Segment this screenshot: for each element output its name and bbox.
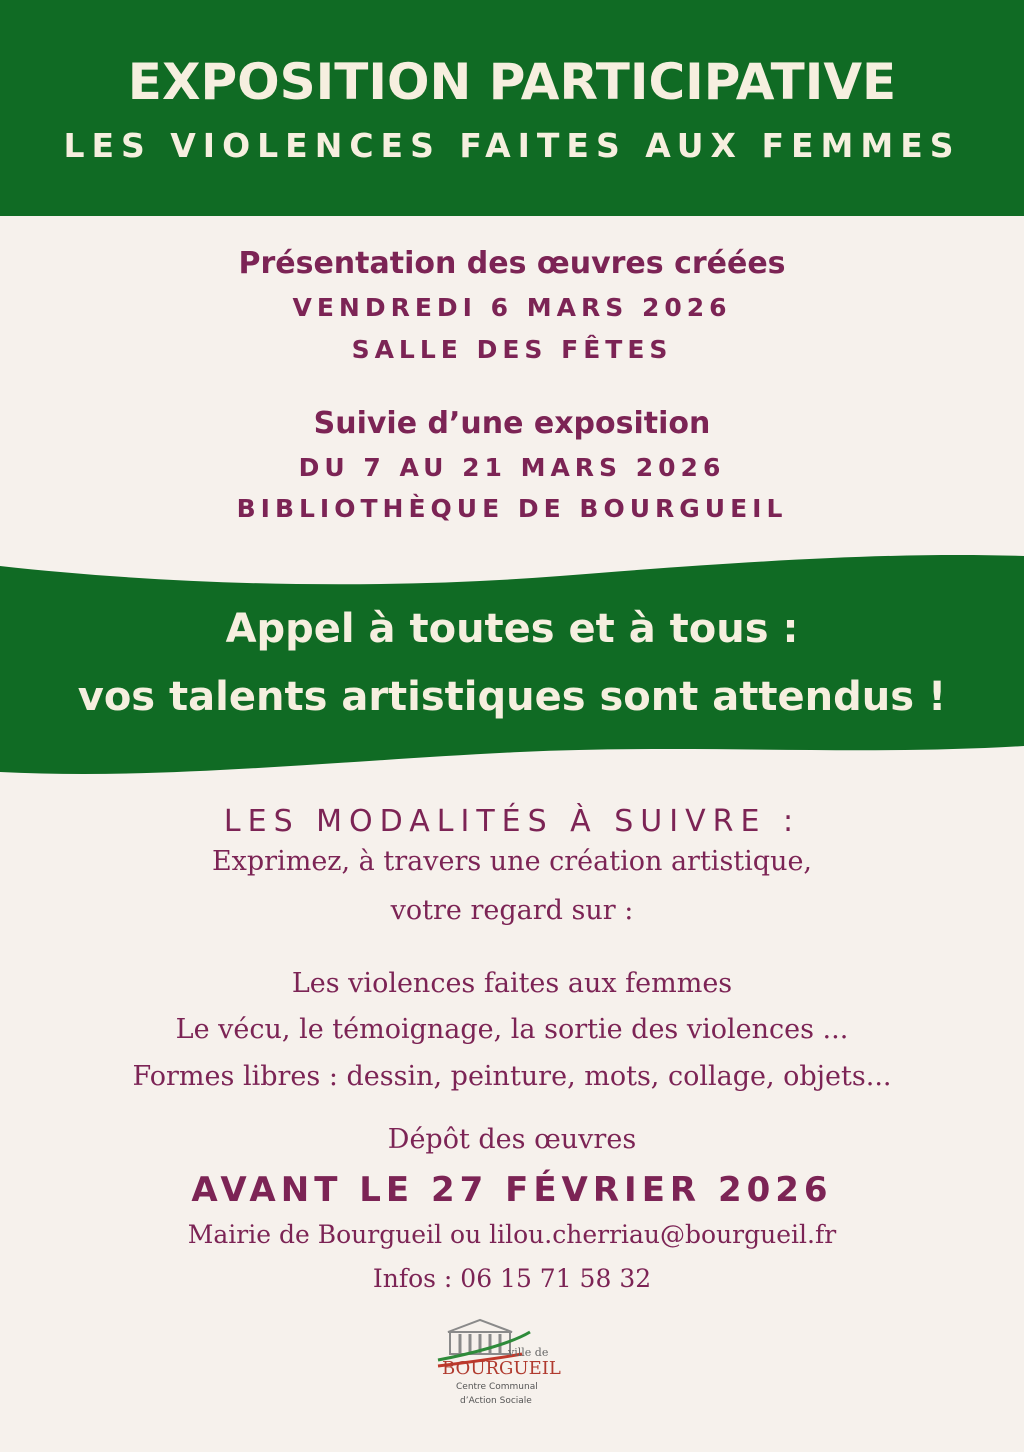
exhibition-dates: DU 7 AU 21 MARS 2026 xyxy=(298,453,726,482)
presentation-heading: Présentation des œuvres créées xyxy=(238,246,786,281)
presentation-place: SALLE DES FÊTES xyxy=(351,335,673,364)
logo-small-text: ville de xyxy=(508,1346,549,1359)
theme-item-2: Le vécu, le témoignage, la sortie des violences ... xyxy=(175,1014,849,1045)
logo-line-2: d’Action Sociale xyxy=(460,1396,532,1406)
modalities-intro-2: votre regard sur : xyxy=(390,895,634,926)
deposit-contact: Mairie de Bourgueil ou lilou.cherriau@bourgueil.fr xyxy=(187,1220,837,1249)
deposit-label: Dépôt des œuvres xyxy=(387,1124,637,1155)
logo-line-1: Centre Communal xyxy=(456,1382,538,1392)
call-line-1: Appel à toutes et à tous : xyxy=(225,606,799,652)
poster-subtitle: LES VIOLENCES FAITES AUX FEMMES xyxy=(63,126,961,165)
modalities-intro-1: Exprimez, à travers une création artistique, xyxy=(211,846,813,877)
call-line-2: vos talents artistiques sont attendus ! xyxy=(77,674,947,720)
wave-banner xyxy=(0,552,1024,782)
deposit-deadline: AVANT LE 27 FÉVRIER 2026 xyxy=(191,1170,833,1210)
modalities-title: LES MODALITÉS À SUIVRE : xyxy=(223,804,801,839)
presentation-date: VENDREDI 6 MARS 2026 xyxy=(292,293,732,322)
theme-item-1: Les violences faites aux femmes xyxy=(291,968,733,999)
exhibition-heading: Suivie d’une exposition xyxy=(313,406,711,441)
info-phone: Infos : 06 15 71 58 32 xyxy=(372,1264,652,1293)
exhibition-place: BIBLIOTHÈQUE DE BOURGUEIL xyxy=(236,494,788,523)
theme-item-3: Formes libres : dessin, peinture, mots, collage, objets... xyxy=(132,1061,892,1092)
poster-title: EXPOSITION PARTICIPATIVE xyxy=(127,53,897,111)
header-banner xyxy=(0,0,1024,216)
logo-town-name: BOURGUEIL xyxy=(442,1358,561,1379)
wave-banner-shape xyxy=(0,555,1024,774)
ccas-logo xyxy=(430,1314,580,1424)
